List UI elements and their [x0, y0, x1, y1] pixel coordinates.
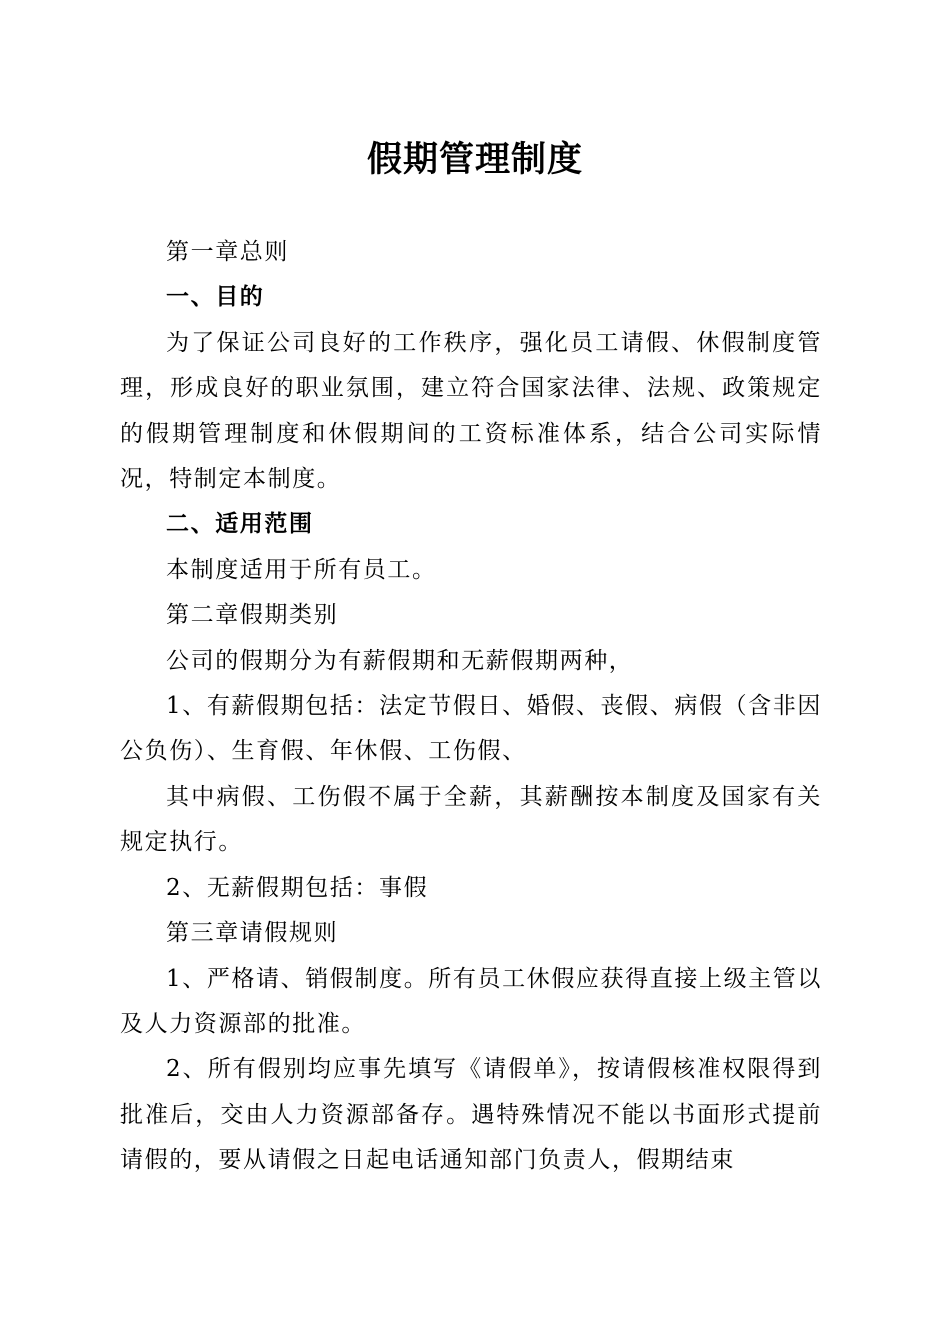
chapter-1-heading: 第一章总则: [166, 239, 289, 265]
chapter-3-item-2: 2、所有假别均应事先填写《请假单》，按请假核准权限得到批准后，交由人力资源部备存。遇特殊情况不能以书面形式提前请假的，要从请假之日起电话通知部门负责人，假期结束: [120, 1056, 822, 1174]
document-body: [120, 230, 822, 1184]
chapter-2-intro: 公司的假期分为有薪假期和无薪假期两种，: [166, 647, 634, 674]
chapter-3-heading: 第三章请假规则: [166, 920, 339, 947]
section-1-paragraph: 为了保证公司良好的工作秩序，强化员工请假、休假制度管理，形成良好的职业氛围，建立符合国家法律、法规、政策规定的假期管理制度和休假期间的工资标准体系，结合公司实际情况，特制定本制度。: [120, 329, 822, 493]
section-1-heading: 一、目的: [166, 284, 265, 311]
section-2-paragraph: 本制度适用于所有员工。: [166, 556, 437, 583]
chapter-2-item-2: 2、无薪假期包括：事假: [166, 874, 429, 901]
chapter-2-item-1-note: 其中病假、工伤假不属于全薪，其薪酬按本制度及国家有关规定执行。: [120, 783, 822, 856]
chapter-2-item-1: 1、有薪假期包括：法定节假日、婚假、丧假、病假（含非因公负伤）、生育假、年休假、工伤假、: [120, 693, 822, 765]
document-title: 假期管理制度: [366, 139, 583, 180]
section-2-heading: 二、适用范围: [166, 511, 314, 538]
chapter-3-item-1: 1、严格请、销假制度。所有员工休假应获得直接上级主管以及人力资源部的批准。: [120, 965, 822, 1037]
chapter-2-heading: 第二章假期类别: [166, 602, 339, 629]
